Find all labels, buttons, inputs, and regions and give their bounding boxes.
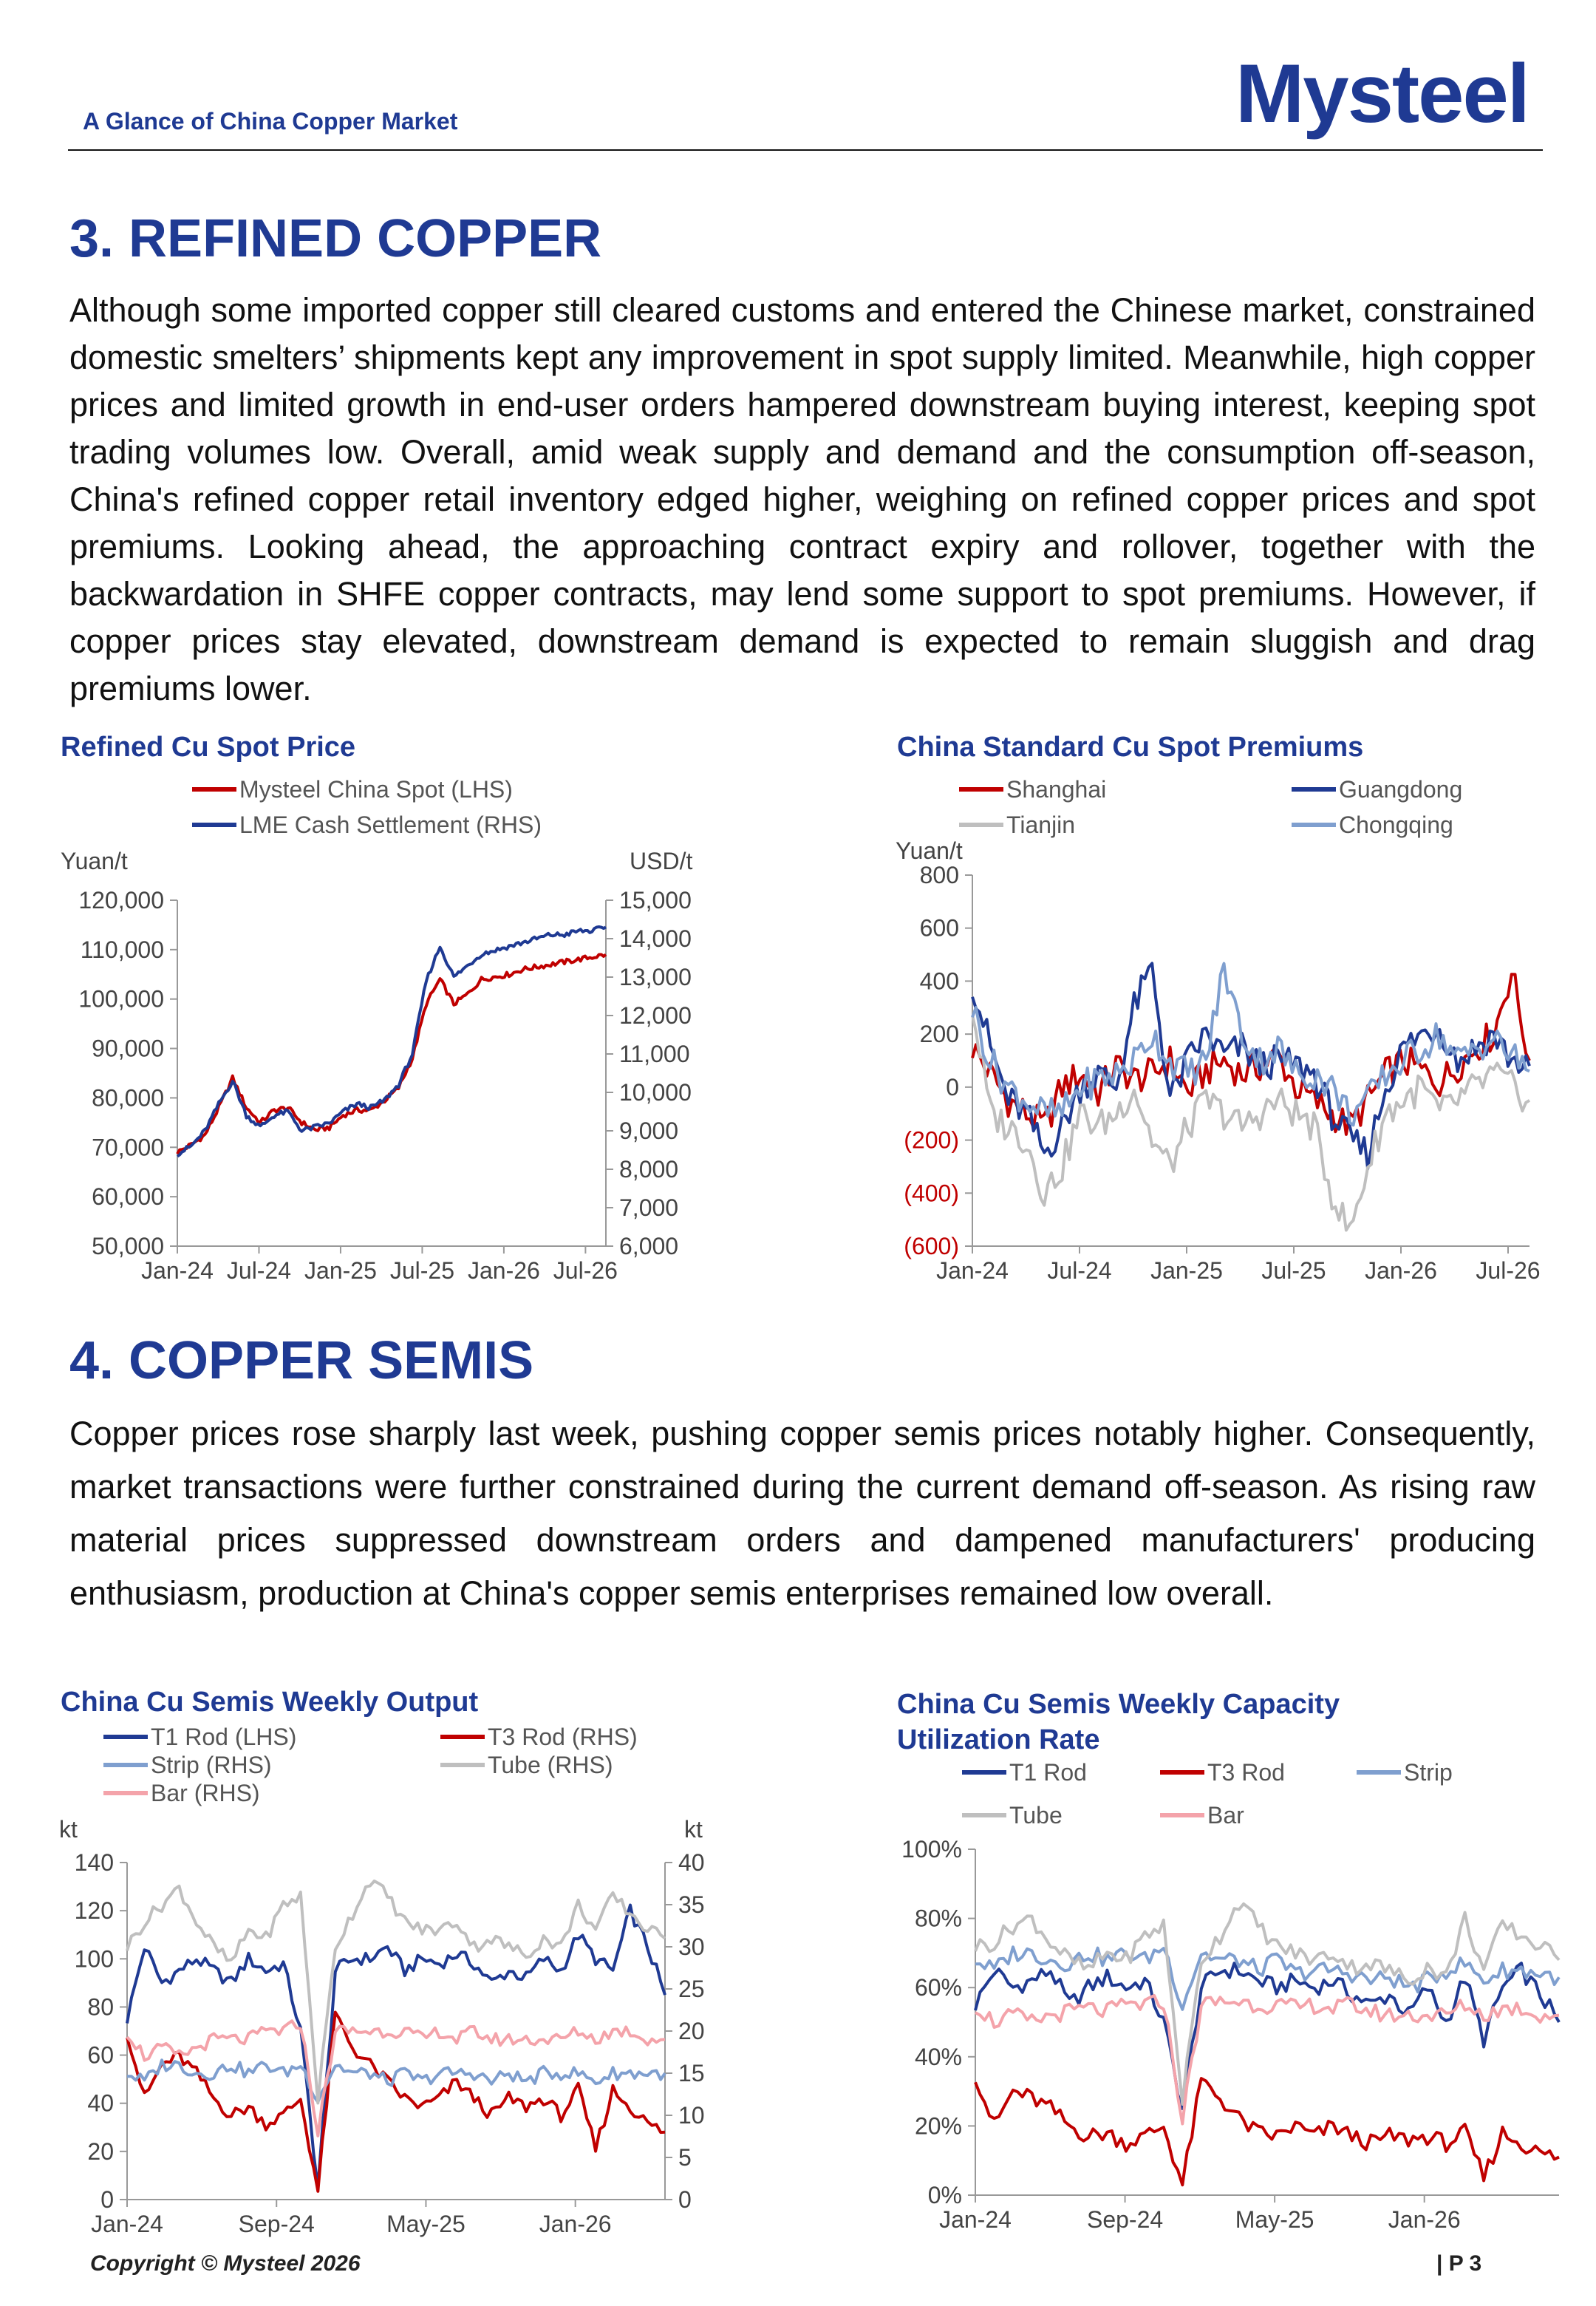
x-tick-label: Jan-25 bbox=[1150, 1257, 1223, 1284]
y-tick-label: 50,000 bbox=[92, 1233, 164, 1259]
y-axis-unit-right: kt bbox=[684, 1816, 703, 1843]
legend-label: Chongqing bbox=[1339, 812, 1453, 838]
y-tick-label-right: 11,000 bbox=[619, 1041, 690, 1067]
x-tick-label: May-25 bbox=[386, 2211, 466, 2237]
section-heading-copper-semis: 4. COPPER SEMIS bbox=[69, 1331, 534, 1390]
y-tick-label: 600 bbox=[919, 914, 959, 942]
series-line-strip-rhs- bbox=[127, 2060, 665, 2102]
y-tick-label: 80 bbox=[87, 1993, 114, 2021]
y-tick-label: 110,000 bbox=[80, 936, 164, 963]
y-tick-label: 200 bbox=[919, 1021, 959, 1048]
y-axis-unit: kt bbox=[59, 1816, 78, 1843]
y-tick-label: 0 bbox=[100, 2186, 114, 2213]
y-tick-label: 80,000 bbox=[92, 1084, 164, 1112]
section-paragraph-copper-semis: Copper prices rose sharply last week, pushing copper semis prices notably higher. Consequently, market transactions were further constrained during the current demand off-season. As rising raw material prices suppressed downstream orders and dampened manufacturers' producing enthusiasm, production at China's copper semis enterprises remained low overall. bbox=[69, 1415, 1535, 1612]
y-tick-label-right: 10,000 bbox=[619, 1079, 692, 1106]
y-tick-label: 0% bbox=[927, 2182, 962, 2208]
series-line-lme-cash-settlement-rhs- bbox=[177, 927, 606, 1157]
y-tick-label-right: 30 bbox=[678, 1933, 705, 1960]
y-tick-label-right: 14,000 bbox=[619, 925, 692, 952]
y-axis-unit: Yuan/t bbox=[896, 837, 963, 864]
legend-label: Bar (RHS) bbox=[151, 1780, 260, 1806]
chart-spot-price bbox=[44, 769, 693, 1301]
x-tick-label: Sep-24 bbox=[238, 2211, 315, 2237]
y-tick-label: 400 bbox=[919, 967, 959, 995]
mysteel-logo: Mysteel bbox=[1235, 47, 1529, 140]
legend-label: Tube bbox=[1009, 1802, 1063, 1829]
x-tick-label: Jul-25 bbox=[389, 1257, 455, 1284]
section-paragraph-refined-copper: Although some imported copper still cleared customs and entered the Chinese market, constrained domestic smelters’ shipments kept any improvement in spot supply limited. Meanwhile, high copper prices and limited growth in end-user orders hampered downstream buying interest, keeping spot trading volumes low. Overall, amid weak supply and demand and the consumption off-season, China's refined copper retail inventory edged higher, weighing on refined copper prices and spot premiums. Looking ahead, the approaching contract expiry and rollover, together with the backwardation in SHFE copper contracts, may lend some support to spot premiums. However, if copper prices stay elevated, downstream demand is expected to remain sluggish and drag premiums lower. bbox=[69, 291, 1535, 707]
x-tick-label: Jul-26 bbox=[1476, 1257, 1541, 1284]
x-tick-label: Jul-26 bbox=[553, 1257, 618, 1284]
y-tick-label-right: 25 bbox=[678, 1976, 705, 2002]
series-line-t3-rod bbox=[975, 2078, 1559, 2185]
x-tick-label: Jan-26 bbox=[1388, 2206, 1461, 2233]
y-tick-label-right: 15 bbox=[678, 2060, 705, 2086]
y-tick-label: (200) bbox=[904, 1126, 959, 1154]
x-tick-label: Jul-24 bbox=[1047, 1257, 1112, 1284]
header-divider bbox=[68, 149, 1543, 151]
x-tick-label: Jan-26 bbox=[1365, 1257, 1437, 1284]
y-tick-label: 100 bbox=[74, 1945, 114, 1973]
x-tick-label: Sep-24 bbox=[1086, 2206, 1164, 2233]
y-tick-label: 60 bbox=[87, 2041, 114, 2069]
y-tick-label: 40% bbox=[914, 2043, 962, 2070]
chart-spot-premiums bbox=[872, 769, 1566, 1301]
legend-label: Tube (RHS) bbox=[488, 1752, 613, 1778]
y-tick-label: (400) bbox=[904, 1180, 959, 1207]
legend-label: Strip bbox=[1404, 1759, 1453, 1786]
y-tick-label: 0 bbox=[946, 1073, 959, 1101]
x-tick-label: Jan-26 bbox=[539, 2211, 612, 2237]
y-tick-label: 140 bbox=[74, 1849, 114, 1876]
y-tick-label: 120,000 bbox=[78, 887, 164, 914]
y-tick-label: 80% bbox=[914, 1905, 962, 1932]
y-tick-label: 70,000 bbox=[92, 1134, 164, 1161]
section-heading-refined-copper: 3. REFINED COPPER bbox=[69, 209, 602, 268]
y-tick-label-right: 10 bbox=[678, 2102, 705, 2129]
y-tick-label-right: 15,000 bbox=[619, 887, 692, 914]
legend-label: Mysteel China Spot (LHS) bbox=[239, 776, 513, 803]
legend-label: LME Cash Settlement (RHS) bbox=[239, 812, 542, 838]
chart-title-spot-premiums: China Standard Cu Spot Premiums bbox=[897, 732, 1364, 763]
y-tick-label: 120 bbox=[74, 1897, 114, 1925]
footer-page-number: | P 3 bbox=[1436, 2251, 1482, 2276]
y-tick-label-right: 35 bbox=[678, 1891, 705, 1918]
x-tick-label: Jan-24 bbox=[936, 1257, 1009, 1284]
chart-semis-capacity bbox=[872, 1759, 1566, 2239]
legend-label: T1 Rod (LHS) bbox=[151, 1724, 297, 1750]
chart-semis-output bbox=[44, 1722, 724, 2239]
y-tick-label-right: 7,000 bbox=[619, 1194, 679, 1221]
y-tick-label-right: 20 bbox=[678, 2018, 705, 2044]
footer-copyright: Copyright © Mysteel 2026 bbox=[90, 2251, 361, 2276]
report-title: A Glance of China Copper Market bbox=[83, 108, 458, 135]
y-tick-label: 100,000 bbox=[78, 985, 164, 1013]
series-line-mysteel-china-spot-lhs- bbox=[177, 955, 606, 1154]
y-tick-label: 20% bbox=[914, 2112, 962, 2140]
series-line-bar bbox=[975, 1996, 1559, 2124]
legend-label: Strip (RHS) bbox=[151, 1752, 272, 1778]
chart-title-semis-capacity: China Cu Semis Weekly Capacity Utilization Rate bbox=[897, 1689, 1340, 1755]
y-tick-label-right: 12,000 bbox=[619, 1002, 692, 1029]
y-tick-label-right: 0 bbox=[678, 2186, 692, 2213]
series-line-tube bbox=[975, 1904, 1559, 2104]
y-tick-label: 60,000 bbox=[92, 1183, 164, 1211]
series-line-t1-rod bbox=[975, 1963, 1559, 2109]
x-tick-label: Jul-24 bbox=[226, 1257, 292, 1284]
legend-label: T3 Rod bbox=[1207, 1759, 1285, 1786]
y-tick-label-right: 8,000 bbox=[619, 1156, 679, 1183]
legend-label: T3 Rod (RHS) bbox=[488, 1724, 638, 1750]
y-tick-label: 60% bbox=[914, 1974, 962, 2001]
x-tick-label: Jan-24 bbox=[141, 1257, 214, 1284]
legend-label: T1 Rod bbox=[1009, 1759, 1087, 1786]
y-tick-label: 90,000 bbox=[92, 1035, 164, 1062]
x-tick-label: Jan-25 bbox=[304, 1257, 377, 1284]
y-tick-label-right: 13,000 bbox=[619, 964, 692, 990]
x-tick-label: Jan-26 bbox=[467, 1257, 540, 1284]
y-axis-unit-right: USD/t bbox=[630, 848, 693, 874]
chart-title-spot-price: Refined Cu Spot Price bbox=[61, 732, 356, 763]
x-tick-label: May-25 bbox=[1235, 2206, 1314, 2233]
x-tick-label: Jul-25 bbox=[1261, 1257, 1326, 1284]
y-tick-label-right: 6,000 bbox=[619, 1233, 679, 1259]
legend-label: Shanghai bbox=[1006, 776, 1107, 803]
chart-title-semis-output: China Cu Semis Weekly Output bbox=[61, 1687, 479, 1718]
y-tick-label: 800 bbox=[919, 862, 959, 888]
y-tick-label: 100% bbox=[901, 1836, 962, 1863]
legend-label: Guangdong bbox=[1339, 776, 1463, 803]
y-tick-label-right: 40 bbox=[678, 1849, 705, 1876]
y-tick-label: 40 bbox=[87, 2089, 114, 2117]
x-tick-label: Jan-24 bbox=[939, 2206, 1012, 2233]
legend-label: Bar bbox=[1207, 1802, 1244, 1829]
y-tick-label: 20 bbox=[87, 2137, 114, 2165]
series-line-tube-rhs- bbox=[127, 1881, 665, 2103]
x-tick-label: Jan-24 bbox=[91, 2211, 163, 2237]
y-axis-unit: Yuan/t bbox=[61, 848, 128, 874]
y-tick-label-right: 9,000 bbox=[619, 1118, 679, 1144]
y-tick-label: (600) bbox=[904, 1233, 959, 1259]
y-tick-label-right: 5 bbox=[678, 2144, 692, 2171]
legend-label: Tianjin bbox=[1006, 812, 1076, 838]
